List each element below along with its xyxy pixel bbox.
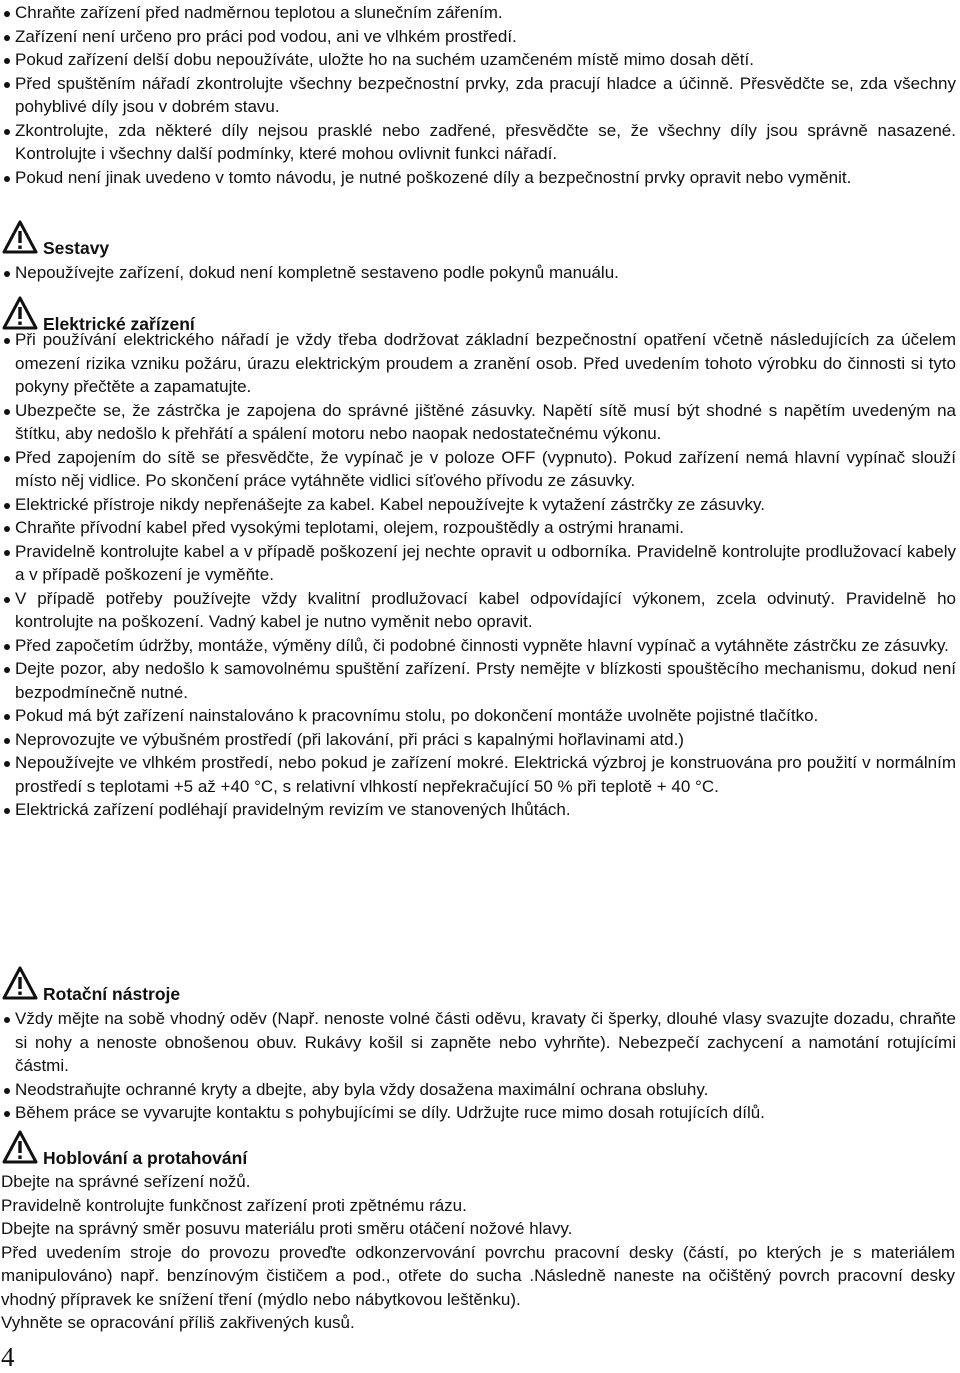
list-item: Neprovozujte ve výbušném prostředí (při lakování, při práci s kapalnými hořlavinami atd.) <box>2 728 956 752</box>
paragraph: Pravidelně kontrolujte funkčnost zařízení proti zpětnému rázu. <box>1 1195 467 1215</box>
list-item: Zařízení není určeno pro práci pod vodou, ani ve vlhkém prostředí. <box>2 25 956 49</box>
bullet <box>4 35 10 41</box>
list-item: Nepoužívejte ve vlhkém prostředí, nebo pokud je zařízení mokré. Elektrická výzbroj je konstruována pro použití v normálním prostředí s teplotami +5 až +40 °C, s relativní vlhkostí nepřekračující 50 % při teplotě + 40 °C. <box>2 751 956 798</box>
section-title: Hoblování a protahování <box>43 1148 248 1168</box>
bullet <box>4 644 10 650</box>
assembly-list <box>2 261 956 285</box>
list-item: Vždy mějte na sobě vhodný oděv (Např. nenoste volné části oděvu, kravaty či šperky, dlouhé vlasy svazujte dozadu, chraňte si nohy a nenoste obnošenou obuv. Rukávy košil si zapněte nebo vyhrňte). Nebezpečí zachycení a namotání rotujícími částmi. <box>2 1007 956 1078</box>
bullet <box>4 738 10 744</box>
bullet <box>4 176 10 182</box>
bullet <box>4 761 10 767</box>
bullet <box>4 667 10 673</box>
bullet <box>4 550 10 556</box>
page-number: 4 <box>1 1342 15 1372</box>
bullet <box>4 409 10 415</box>
list-item: Ubezpečte se, že zástrčka je zapojena do správné jištěné zásuvky. Napětí sítě musí být shodné s napětím uvedeným na štítku, aby nedošlo k přehřátí a spálení motoru nebo naopak nedostatečnému výkonu. <box>2 399 956 446</box>
bullet <box>4 1111 10 1117</box>
warning-triangle-icon <box>2 296 38 330</box>
bullet <box>4 503 10 509</box>
bullet <box>4 129 10 135</box>
list-item: Elektrická zařízení podléhají pravidelným revizím ve stanovených lhůtách. <box>2 798 956 822</box>
list-item: Pokud má být zařízení nainstalováno k pracovnímu stolu, po dokončení montáže uvolněte pojistné tlačítko. <box>2 704 956 728</box>
bullet <box>4 714 10 720</box>
warning-triangle-icon <box>2 1130 38 1164</box>
electrical-list <box>2 328 956 822</box>
section-title: Elektrické zařízení <box>43 314 195 334</box>
list-item: Nepoužívejte zařízení, dokud není kompletně sestaveno podle pokynů manuálu. <box>2 261 956 285</box>
warning-triangle-icon <box>2 220 38 254</box>
list-item: Pokud není jinak uvedeno v tomto návodu, je nutné poškozené díly a bezpečnostní prvky opravit nebo vyměnit. <box>2 166 956 190</box>
section-title: Sestavy <box>43 238 110 258</box>
general-safety-list <box>2 1 956 189</box>
section-title: Rotační nástroje <box>43 984 181 1004</box>
bullet <box>4 597 10 603</box>
list-item: Před zapojením do sítě se přesvědčte, že vypínač je v poloze OFF (vypnuto). Pokud zařízení nemá hlavní vypínač slouží místo něj vidlice. Po skončení práce vytáhněte vidlici síťového přívodu ze zásuvky. <box>2 446 956 493</box>
warning-triangle-icon <box>2 966 38 1000</box>
paragraph: Dbejte na správný směr posuvu materiálu proti směru otáčení nožové hlavy. <box>1 1219 573 1238</box>
planing-paragraphs <box>1 1170 955 1335</box>
list-item: Pokud zařízení delší dobu nepoužíváte, uložte ho na suchém uzamčeném místě mimo dosah dětí. <box>2 48 956 72</box>
list-item: Elektrické přístroje nikdy nepřenášejte za kabel. Kabel nepoužívejte k vytažení zástrčky ze zásuvky. <box>2 493 956 517</box>
paragraph: Dbejte na správné seřízení nožů. <box>1 1172 251 1191</box>
list-item: Během práce se vyvarujte kontaktu s pohybujícími se díly. Udržujte ruce mimo dosah rotujících dílů. <box>2 1101 956 1125</box>
bullet <box>4 526 10 532</box>
list-item: Neodstraňujte ochranné kryty a dbejte, aby byla vždy dosažena maximální ochrana obsluhy. <box>2 1078 956 1102</box>
bullet <box>4 456 10 462</box>
paragraph: Vyhněte se opracování příliš zakřivených kusů. <box>1 1313 355 1332</box>
paragraph: Před uvedením stroje do provozu proveďte odkonzervování povrchu pracovní desky (částí, po kterých je s materiálem manipulováno) např. benzínovým čističem a pod., otřete do sucha .Následně naneste na očištěný povrch pracovní desky vhodný přípravek ke snížení tření (mýdlo nebo nábytkovou leštěnku). <box>1 1242 955 1309</box>
bullet <box>4 808 10 814</box>
list-item: Dejte pozor, aby nedošlo k samovolnému spuštění zařízení. Prsty nemějte v blízkosti spouštěcího mechanismu, dokud není bezpodmínečně nutné. <box>2 657 956 704</box>
rotary-tools-list <box>2 1007 956 1125</box>
list-item: Před spuštěním nářadí zkontrolujte všechny bezpečnostní prvky, zda pracují hladce a účinně. Přesvědčte se, zda všechny pohyblivé díly jsou v dobrém stavu. <box>2 72 956 119</box>
section-heading-planing <box>0 1130 600 1174</box>
bullet <box>4 82 10 88</box>
list-item: Chraňte zařízení před nadměrnou teplotou a slunečním zářením. <box>2 1 956 25</box>
bullet <box>4 58 10 64</box>
bullet <box>4 1017 10 1023</box>
section-heading-rotary-tools <box>0 966 600 1010</box>
bullet <box>4 11 10 17</box>
bullet <box>4 1088 10 1094</box>
bullet <box>4 338 10 344</box>
list-item: Před započetím údržby, montáže, výměny dílů, či podobné činnosti vypněte hlavní vypínač a vytáhněte zástrčku ze zásuvky. <box>2 634 956 658</box>
list-item: Při používání elektrického nářadí je vždy třeba dodržovat základní bezpečnostní opatření včetně následujících za účelem omezení rizika vzniku požáru, úrazu elektrickým proudem a zranění osob. Před uvedením tohoto výrobku do činnosti si tyto pokyny přečtěte a zapamatujte. <box>2 328 956 399</box>
section-heading-sestavy <box>0 220 600 264</box>
list-item: Zkontrolujte, zda některé díly nejsou prasklé nebo zadřené, přesvědčte se, že všechny díly jsou správně nasazené. Kontrolujte i všechny další podmínky, které mohou ovlivnit funkci nářadí. <box>2 119 956 166</box>
list-item: V případě potřeby používejte vždy kvalitní prodlužovací kabel odpovídající výkonem, zcela odvinutý. Pravidelně ho kontrolujte na poškození. Vadný kabel je nutno vyměnit nebo opravit. <box>2 587 956 634</box>
list-item: Pravidelně kontrolujte kabel a v případě poškození jej nechte opravit u odborníka. Pravidelně kontrolujte prodlužovací kabely a v případě poškození je vyměňte. <box>2 540 956 587</box>
bullet <box>4 271 10 277</box>
list-item: Chraňte přívodní kabel před vysokými teplotami, olejem, rozpouštědly a ostrými hranami. <box>2 516 956 540</box>
